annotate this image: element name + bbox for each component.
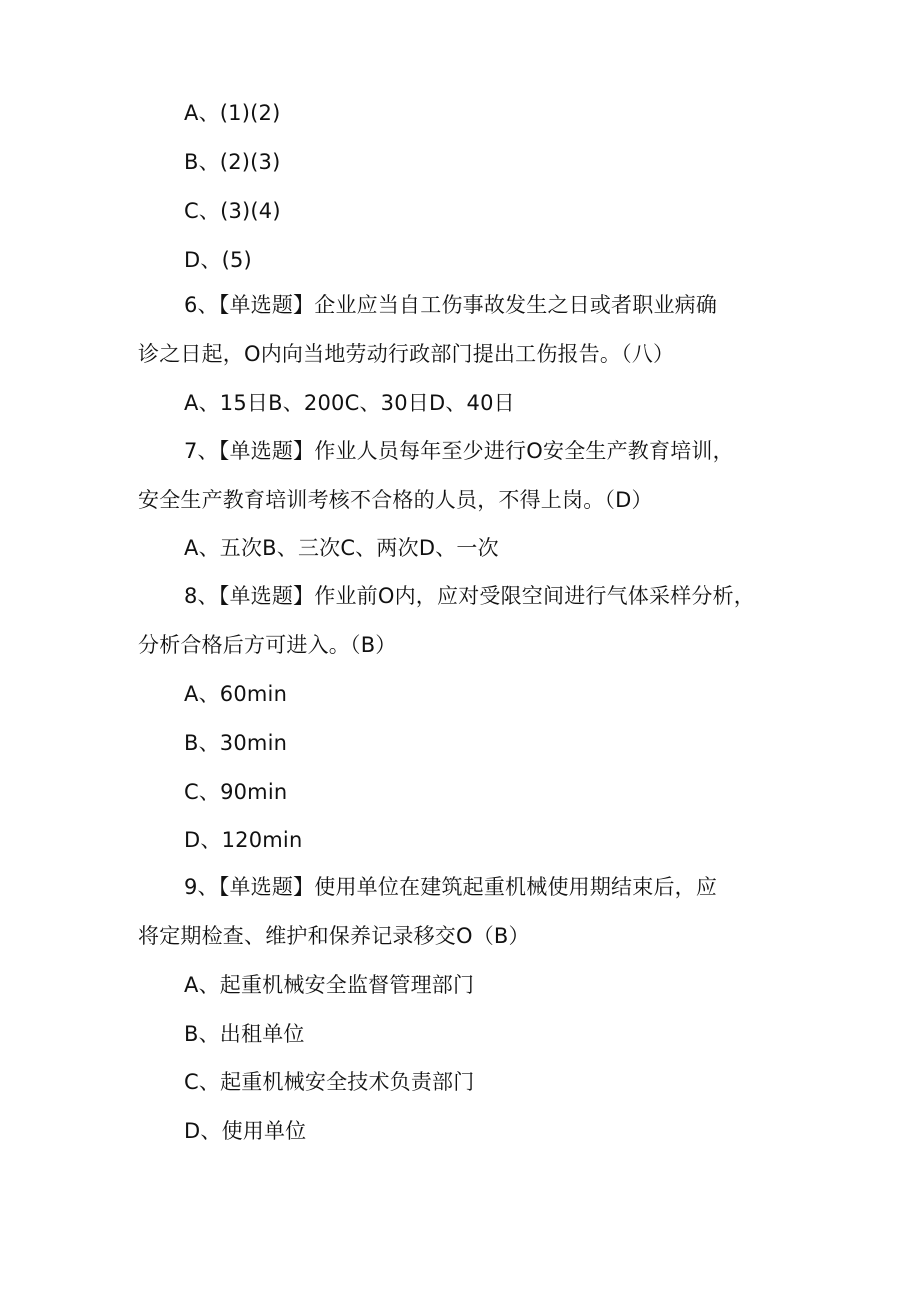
question-6-line-2: 诊之日起，O内向当地劳动行政部门提出工伤报告。（八） <box>138 342 675 366</box>
q8-option-c: C、90min <box>184 780 288 804</box>
question-7-options: A、五次B、三次C、两次D、一次 <box>184 536 499 560</box>
q9-option-a: A、起重机械安全监督管理部门 <box>184 973 475 997</box>
question-7-line-2: 安全生产教育培训考核不合格的人员，不得上岗。（D） <box>138 488 653 512</box>
q9-option-d: D、使用单位 <box>184 1119 307 1143</box>
q5-option-d: D、(5) <box>184 248 252 272</box>
q8-option-d: D、120min <box>184 828 303 852</box>
question-6-line-1: 6、【单选题】企业应当自工伤事故发生之日或者职业病确 <box>184 293 718 317</box>
question-8-line-1: 8、【单选题】作业前O内，应对受限空间进行气体采样分析， <box>184 584 755 608</box>
question-9-line-2: 将定期检查、维护和保养记录移交O（B） <box>138 924 530 948</box>
q8-option-a: A、60min <box>184 682 288 706</box>
q5-option-a: A、(1)(2) <box>184 101 281 125</box>
question-7-line-1: 7、【单选题】作业人员每年至少进行O安全生产教育培训， <box>184 439 734 463</box>
q9-option-c: C、起重机械安全技术负责部门 <box>184 1070 475 1094</box>
q9-option-b: B、出租单位 <box>184 1022 305 1046</box>
q8-option-b: B、30min <box>184 731 288 755</box>
question-8-line-2: 分析合格后方可进入。（B） <box>138 633 397 657</box>
q5-option-b: B、(2)(3) <box>184 150 281 174</box>
q5-option-c: C、(3)(4) <box>184 199 281 223</box>
question-9-line-1: 9、【单选题】使用单位在建筑起重机械使用期结束后，应 <box>184 875 718 899</box>
question-6-options: A、15日B、200C、30日D、40日 <box>184 391 515 415</box>
